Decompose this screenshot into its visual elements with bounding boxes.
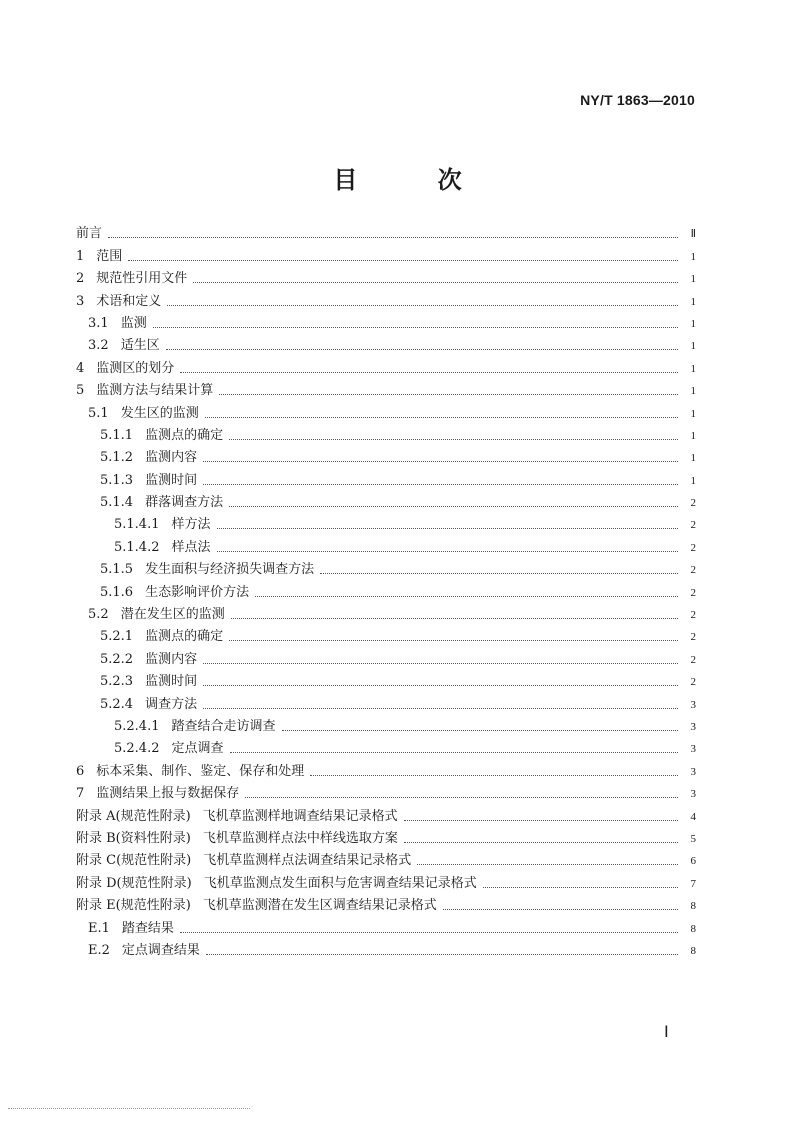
toc-entry[interactable] — [76, 892, 696, 914]
toc-entry-page: 5 — [690, 832, 696, 845]
toc-entry[interactable] — [76, 399, 696, 421]
toc-entry[interactable] — [76, 668, 696, 690]
toc-entry-label: 飞机草监测样地调查结果记录格式 — [202, 808, 398, 824]
toc-entry-number: 5.2.2 — [100, 651, 134, 667]
toc-leader-dots — [229, 506, 678, 507]
toc-leader-dots — [203, 685, 678, 686]
toc-entry-label: 监测时间 — [145, 674, 198, 690]
toc-entry-page: 1 — [690, 362, 696, 375]
toc-entry[interactable] — [76, 645, 696, 667]
toc-entry-number: 5.2.4.2 — [114, 741, 160, 757]
toc-entry-page: 1 — [690, 340, 696, 353]
toc-entry-label: 样点法 — [171, 539, 211, 555]
toc-entry[interactable] — [76, 937, 696, 959]
toc-entry-page: 3 — [690, 788, 696, 801]
footer-divider — [8, 1108, 250, 1109]
toc-entry-number: 3.2 — [88, 338, 109, 354]
toc-entry-page: 2 — [690, 609, 696, 622]
page-number: Ⅰ — [664, 1024, 669, 1041]
toc-leader-dots — [231, 618, 678, 619]
toc-entry-label: 范围 — [96, 248, 123, 264]
toc-entry-number: E.2 — [88, 942, 110, 958]
toc-entry[interactable] — [76, 869, 696, 891]
toc-entry[interactable] — [76, 757, 696, 779]
toc-entry-number: 5.2.4 — [100, 696, 134, 712]
toc-entry-label: 踏查结果 — [121, 920, 174, 936]
toc-entry[interactable] — [76, 690, 696, 712]
toc-entry-label: 样方法 — [171, 517, 211, 533]
toc-entry-number: 附录 C(规范性附录) — [76, 853, 192, 869]
toc-entry[interactable] — [76, 780, 696, 802]
toc-entry[interactable] — [76, 422, 696, 444]
toc-leader-dots — [203, 663, 678, 664]
toc-entry-number: E.1 — [88, 920, 110, 936]
toc-entry-page: 1 — [690, 429, 696, 442]
toc-leader-dots — [205, 417, 678, 418]
toc-entry-page: 2 — [690, 653, 696, 666]
page-title: 目 次 — [333, 165, 498, 194]
toc-entry-page: 2 — [690, 497, 696, 510]
toc-leader-dots — [310, 775, 678, 776]
toc-leader-dots — [320, 573, 678, 574]
toc-entry-number: 附录 A(规范性附录) — [76, 808, 191, 824]
toc-entry-page: 1 — [690, 295, 696, 308]
toc-leader-dots — [180, 932, 678, 933]
toc-entry-page: Ⅱ — [690, 228, 696, 241]
toc-entry[interactable] — [76, 847, 696, 869]
toc-entry[interactable] — [76, 332, 696, 354]
toc-entry-number: 附录 E(规范性附录) — [76, 898, 191, 914]
toc-leader-dots — [180, 372, 678, 373]
toc-leader-dots — [217, 528, 679, 529]
toc-entry[interactable] — [76, 511, 696, 533]
toc-entry-number: 3 — [76, 293, 85, 309]
toc-entry-number: 5.2.4.1 — [114, 718, 160, 734]
toc-leader-dots — [230, 752, 679, 753]
toc-leader-dots — [166, 349, 678, 350]
toc-entry-label: 监测方法与结果计算 — [96, 383, 214, 399]
toc-entry-label: 飞机草监测点发生面积与危害调查结果记录格式 — [203, 875, 477, 891]
toc-entry-page: 8 — [690, 922, 696, 935]
toc-entry-page: 2 — [690, 541, 696, 554]
table-of-contents — [76, 220, 696, 959]
toc-entry-number: 5.1.4 — [100, 495, 134, 511]
toc-entry-number: 1 — [76, 248, 85, 264]
toc-entry-page: 2 — [690, 676, 696, 689]
toc-entry[interactable] — [76, 601, 696, 623]
toc-leader-dots — [483, 887, 678, 888]
toc-entry-label: 监测结果上报与数据保存 — [96, 786, 240, 802]
toc-entry-label: 发生面积与经济损失调查方法 — [145, 562, 315, 578]
toc-entry[interactable] — [76, 310, 696, 332]
toc-entry[interactable] — [76, 242, 696, 264]
toc-leader-dots — [203, 708, 678, 709]
toc-entry[interactable] — [76, 735, 696, 757]
toc-leader-dots — [219, 394, 678, 395]
toc-entry-number: 5 — [76, 383, 85, 399]
toc-entry-page: 3 — [690, 698, 696, 711]
toc-entry-page: 2 — [690, 519, 696, 532]
toc-entry-label: 标本采集、制作、鉴定、保存和处理 — [96, 763, 305, 779]
toc-entry-label: 适生区 — [120, 338, 160, 354]
toc-entry-page: 1 — [690, 317, 696, 330]
toc-entry-number: 6 — [76, 763, 85, 779]
toc-entry[interactable] — [76, 533, 696, 555]
toc-entry-label: 监测内容 — [145, 651, 198, 667]
toc-leader-dots — [167, 305, 678, 306]
toc-entry-label: 定点调查 — [171, 741, 224, 757]
toc-entry[interactable] — [76, 713, 696, 735]
toc-entry-page: 1 — [690, 407, 696, 420]
toc-leader-dots — [443, 909, 678, 910]
toc-entry-label: 监测点的确定 — [145, 427, 224, 443]
toc-entry-page: 7 — [690, 877, 696, 890]
toc-entry[interactable] — [76, 825, 696, 847]
toc-entry-page: 3 — [690, 720, 696, 733]
toc-entry-label: 飞机草监测样点法中样线选取方案 — [202, 830, 398, 846]
toc-entry[interactable] — [76, 444, 696, 466]
toc-entry[interactable] — [76, 623, 696, 645]
toc-entry[interactable] — [76, 287, 696, 309]
toc-leader-dots — [153, 327, 678, 328]
toc-entry[interactable] — [76, 914, 696, 936]
standard-code: NY/T 1863—2010 — [580, 92, 695, 108]
toc-entry[interactable] — [76, 466, 696, 488]
toc-entry-label: 监测内容 — [145, 450, 198, 466]
toc-entry-page: 1 — [690, 474, 696, 487]
toc-entry-number: 2 — [76, 271, 85, 287]
toc-entry-label: 规范性引用文件 — [96, 271, 188, 287]
toc-entry-label: 术语和定义 — [96, 293, 162, 309]
toc-entry-label: 潜在发生区的监测 — [120, 607, 225, 623]
toc-entry-page: 8 — [690, 944, 696, 957]
toc-entry-label: 飞机草监测潜在发生区调查结果记录格式 — [202, 898, 437, 914]
toc-entry-number: 4 — [76, 360, 85, 376]
toc-leader-dots — [229, 640, 678, 641]
toc-entry-number: 5.2 — [88, 607, 109, 623]
toc-entry-page: 2 — [690, 586, 696, 599]
toc-entry-page: 4 — [690, 810, 696, 823]
toc-entry-number: 5.1.3 — [100, 472, 134, 488]
toc-entry[interactable] — [76, 556, 696, 578]
toc-entry-page: 1 — [690, 385, 696, 398]
toc-leader-dots — [108, 237, 678, 238]
toc-entry-number: 5.2.1 — [100, 629, 134, 645]
toc-leader-dots — [245, 797, 678, 798]
toc-leader-dots — [206, 954, 678, 955]
toc-entry-number: 5.1.2 — [100, 450, 134, 466]
toc-entry-page: 2 — [690, 631, 696, 644]
toc-entry-number: 5.1.5 — [100, 562, 134, 578]
toc-entry-label: 飞机草监测样点法调查结果记录格式 — [203, 853, 412, 869]
toc-entry-label: 监测 — [120, 315, 147, 331]
toc-entry-number: 5.1.4.2 — [114, 539, 160, 555]
toc-entry-page: 3 — [690, 765, 696, 778]
toc-entry-number: 5.2.3 — [100, 674, 134, 690]
toc-leader-dots — [282, 730, 679, 731]
toc-leader-dots — [404, 842, 678, 843]
toc-leader-dots — [255, 596, 678, 597]
toc-entry-number: 5.1.1 — [100, 427, 134, 443]
toc-entry[interactable] — [76, 220, 696, 242]
toc-entry-number: 5.1 — [88, 405, 109, 421]
toc-entry-number: 附录 B(资料性附录) — [76, 830, 191, 846]
toc-entry-number: 3.1 — [88, 315, 109, 331]
toc-entry-label: 调查方法 — [145, 696, 198, 712]
toc-entry[interactable] — [76, 377, 696, 399]
toc-entry-page: 3 — [690, 743, 696, 756]
toc-entry[interactable] — [76, 578, 696, 600]
toc-entry[interactable] — [76, 489, 696, 511]
toc-entry-page: 1 — [690, 250, 696, 263]
toc-entry-label: 生态影响评价方法 — [145, 584, 250, 600]
toc-entry-page: 8 — [690, 900, 696, 913]
toc-leader-dots — [203, 461, 678, 462]
toc-entry-label: 发生区的监测 — [120, 405, 199, 421]
toc-entry-number: 5.1.4.1 — [114, 517, 160, 533]
toc-leader-dots — [203, 484, 678, 485]
toc-entry-number: 5.1.6 — [100, 584, 134, 600]
toc-entry-label: 定点调查结果 — [121, 942, 200, 958]
toc-entry[interactable] — [76, 802, 696, 824]
toc-entry-label: 群落调查方法 — [145, 495, 224, 511]
toc-entry-label: 前言 — [76, 226, 103, 242]
toc-leader-dots — [404, 820, 678, 821]
toc-entry[interactable] — [76, 354, 696, 376]
toc-entry[interactable] — [76, 265, 696, 287]
toc-entry-number: 附录 D(规范性附录) — [76, 875, 192, 891]
toc-entry-label: 监测点的确定 — [145, 629, 224, 645]
toc-leader-dots — [217, 551, 679, 552]
toc-entry-page: 1 — [690, 273, 696, 286]
toc-entry-number: 7 — [76, 786, 85, 802]
toc-entry-page: 6 — [690, 855, 696, 868]
toc-entry-page: 2 — [690, 564, 696, 577]
toc-leader-dots — [128, 260, 678, 261]
toc-entry-label: 踏查结合走访调查 — [171, 718, 276, 734]
toc-leader-dots — [229, 439, 678, 440]
toc-entry-label: 监测区的划分 — [96, 360, 175, 376]
toc-entry-page: 1 — [690, 452, 696, 465]
toc-leader-dots — [417, 864, 678, 865]
toc-leader-dots — [193, 282, 678, 283]
toc-entry-label: 监测时间 — [145, 472, 198, 488]
